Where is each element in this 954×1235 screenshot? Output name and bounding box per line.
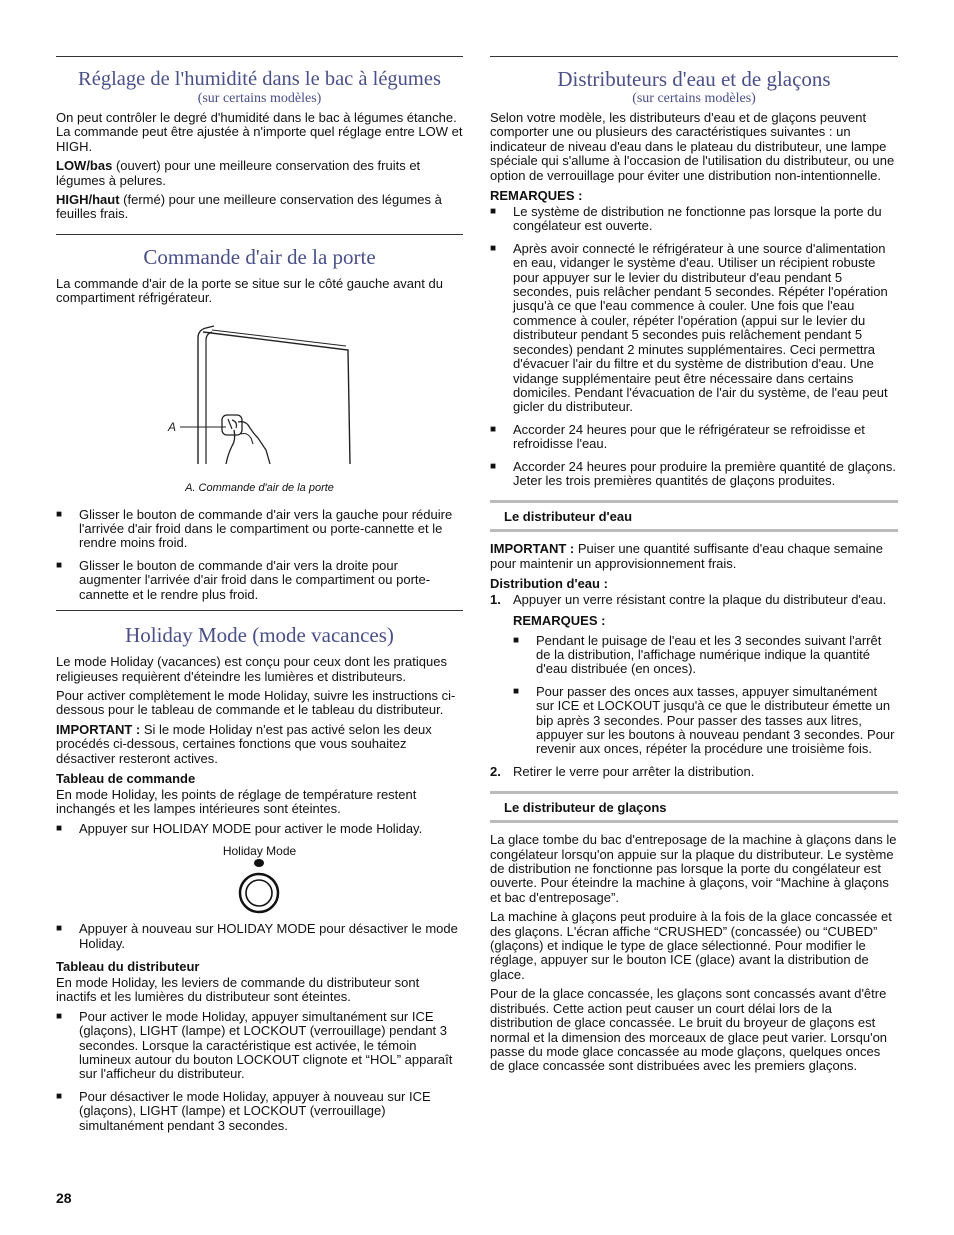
list-item: 2. Retirer le verre pour arrêter la distribution. xyxy=(490,763,755,779)
dispensers-intro: Selon votre modèle, les distributeurs d'eau et de glaçons peuvent comporter une ou plusieurs des caractéristiques suivantes : un indicateur de niveau d'eau dans le plateau du distributeur, une lampe spéciale qui s'allume à l'occasion de l'utilisation du distributeur, ou une option de verrouillage pour éviter une distribution non-intentionnelle. xyxy=(490,110,895,183)
ice-p3: Pour de la glace concassée, les glaçons sont concassés avant d'être distribués. Cette action peut causer un court délai lors de la distribution de glace concassée. Le bruit du broyeur de glaçons est normal et la dimension des morceaux de glace peut varier. Lorsqu'on passe du mode glace concassée au mode glaçons, quelques onces de glace concassée sont distribuées avec les premiers glaçons. xyxy=(490,986,888,1074)
holiday-title: Holiday Mode (mode vacances) xyxy=(125,623,394,648)
control-panel-text: En mode Holiday, les points de réglage de température restent inchangés et les lampes intérieures sont éteintes. xyxy=(56,786,417,817)
page-number: 28 xyxy=(56,1190,72,1206)
humidity-subtitle: (sur certains modèles) xyxy=(197,91,322,106)
right-column xyxy=(490,56,898,1079)
water-notes-list xyxy=(513,634,898,757)
water-important: IMPORTANT : Puiser une quantité suffisante d'eau chaque semaine pour maintenir un approvisionnement frais. xyxy=(490,541,883,571)
dispenser-panel-text: En mode Holiday, les leviers de commande du distributeur sont inactifs et les lumières du distributeur sont éteintes. xyxy=(56,974,420,1005)
ice-p1: La glace tombe du bac d'entreposage de la machine à glaçons dans le congélateur lorsqu'on appuie sur la plaque du distributeur. Le système de distribution ne fonctionne pas lorsque la porte du congélateur est ouverte. Pour éteindre la machine à glaçons, voir “Machine à glaçons et bac d'entreposage”. xyxy=(490,832,897,905)
list-item: ■ Accorder 24 heures pour produire la première quantité de glaçons. Jeter les trois premières quantités de glaçons produites. xyxy=(490,460,898,489)
dispensers-subtitle: (sur certains modèles) xyxy=(632,91,756,106)
holiday-mode-button-illustration xyxy=(56,858,463,922)
dispensers-title: Distributeurs d'eau et de glaçons xyxy=(557,67,831,91)
list-item: ■ Après avoir connecté le réfrigérateur à une source d'alimentation en eau, vidanger le système d'eau. Utiliser un récipient robuste pour appuyer sur le levier du distributeur d'eau pendant 5 secondes, puis relâcher pendant 5 secondes. Répéter l'opération jusqu'à ce que l'eau commence à couler. Une fois que l'eau commence à couler, répéter l'opération (appui sur le levier du distributeur pendant 5 secondes puis relâchement pendant 5 secondes) pendant 2 minutes supplémentaires. Ceci permettra d'évacuer l'air du filtre et du système de distribution d'eau. Une vidange supplémentaire peut être nécessaire dans certains domiciles. Pendant l'évacuation de l'air du système, de l'eau peut gicler du distributeur. xyxy=(490,242,898,415)
dispensers-notes-list xyxy=(490,205,898,488)
holiday-list-2 xyxy=(56,922,463,951)
water-dispensing-heading: Distribution d'eau : xyxy=(490,576,608,592)
refrigerator-door-drawing xyxy=(56,312,463,482)
door-air-list xyxy=(56,508,463,602)
door-air-intro: La commande d'air de la porte se situe sur le côté gauche avant du compartiment réfrigérateur. xyxy=(56,275,443,306)
holiday-list-1 xyxy=(56,822,463,836)
humidity-low: LOW/bas (ouvert) pour une meilleure conservation des fruits et légumes à pelures. xyxy=(56,158,421,188)
holiday-important: IMPORTANT : Si le mode Holiday n'est pas activé selon les deux procédés ci-dessous, certaines fonctions que vous souhaitez désactiver resteront actives. xyxy=(56,721,432,766)
humidity-title: Réglage de l'humidité dans le bac à légumes xyxy=(78,68,441,90)
holiday-mode-label: Holiday Mode xyxy=(222,844,297,859)
water-steps xyxy=(490,593,898,779)
ice-p2: La machine à glaçons peut produire à la fois de la glace concassée et des glaçons. L'écran affiche “CRUSHED” (concassée) ou “CUBED” (glaçons) et indique le type de glace sélectionné. Pour modifier le réglage, appuyer sur le bouton ICE (glace) avant la distribution de glace. xyxy=(490,909,892,982)
holiday-button-icon xyxy=(56,858,463,922)
list-item: ■ Appuyer sur HOLIDAY MODE pour activer le mode Holiday. xyxy=(56,822,463,836)
list-item: ■ Pendant le puisage de l'eau et les 3 secondes suivant l'arrêt de la distribution, l'affichage numérique indique la quantité d'eau distribuée (en onces). xyxy=(513,634,898,677)
list-item: ■ Le système de distribution ne fonctionne pas lorsque la porte du congélateur est ouverte. xyxy=(490,205,898,234)
holiday-dispenser-list xyxy=(56,1010,463,1133)
section-divider xyxy=(56,610,463,611)
humidity-high: HIGH/haut (fermé) pour une meilleure conservation des légumes à feuilles frais. xyxy=(56,192,442,222)
remarques-heading: REMARQUES : xyxy=(513,612,606,628)
list-item: 1. Appuyer un verre résistant contre la plaque du distributeur d'eau. REMARQUES : ■ Pendant le puisage de l'eau et les 3 secondes suivant l'arrêt de la distribution, l'affichage numérique indique la quantité d'eau distribuée (en onces). ■ Pour passer des onces aux tasses, appuyer simultanément sur ICE et LOCKOUT jusqu'à ce que le distributeur émette un bip après 3 secondes. Pour passer des tasses aux litres, appuyer sur les boutons à nouveau pendant 3 secondes. Pour revenir aux onces, répéter la procédure une troisième fois. xyxy=(490,593,898,757)
ice-dispenser-heading: Le distributeur de glaçons xyxy=(490,791,898,823)
list-item: ■ Appuyer à nouveau sur HOLIDAY MODE pour désactiver le mode Holiday. xyxy=(56,922,463,951)
fig-callout-a: A xyxy=(168,419,177,434)
list-item: ■ Glisser le bouton de commande d'air vers la gauche pour réduire l'arrivée d'air froid dans le compartiment ou porte-cannette et le rendre moins froid. xyxy=(56,508,463,551)
door-air-illustration xyxy=(56,312,463,482)
figure-caption: A. Commande d'air de la porte xyxy=(185,481,334,494)
list-item: ■ Pour activer le mode Holiday, appuyer simultanément sur ICE (glaçons), LIGHT (lampe) et LOCKOUT (verrouillage) pendant 3 secondes. Lorsque la caractéristique est activée, le témoin lumineux autour du bouton LOCKOUT clignote et “HOL” apparaît sur l'afficheur du distributeur. xyxy=(56,1010,463,1082)
section-divider xyxy=(490,56,898,57)
section-divider xyxy=(56,234,463,235)
water-dispenser-heading: Le distributeur d'eau xyxy=(490,500,898,532)
section-divider xyxy=(56,56,463,57)
list-item: ■ Accorder 24 heures pour que le réfrigérateur se refroidisse et refroidisse l'eau. xyxy=(490,423,898,452)
list-item: ■ Pour passer des onces aux tasses, appuyer simultanément sur ICE et LOCKOUT jusqu'à ce que le distributeur émette un bip après 3 secondes. Pour passer des tasses aux litres, appuyer sur les boutons à nouveau pendant 3 secondes. Pour revenir aux onces, répéter la procédure une troisième fois. xyxy=(513,685,898,757)
control-panel-heading: Tableau de commande xyxy=(56,770,196,786)
humidity-intro: On peut contrôler le degré d'humidité dans le bac à légumes étanche. La commande peut être ajustée à n'importe quel réglage entre LOW et HIGH. xyxy=(56,110,463,154)
holiday-p2: Pour activer complètement le mode Holiday, suivre les instructions ci-dessous pour le tableau de commande et le tableau du distributeur. xyxy=(56,687,456,718)
list-item: ■ Glisser le bouton de commande d'air vers la droite pour augmenter l'arrivée d'air froid dans le compartiment ou porte-cannette et le rendre plus froid. xyxy=(56,559,463,602)
dispenser-panel-heading: Tableau du distributeur xyxy=(56,958,200,974)
door-air-title: Commande d'air de la porte xyxy=(143,244,376,269)
list-item: ■ Pour désactiver le mode Holiday, appuyer à nouveau sur ICE (glaçons), LIGHT (lampe) et LOCKOUT (verrouillage) simultanément pendant 3 secondes. xyxy=(56,1090,463,1133)
remarques-heading: REMARQUES : xyxy=(490,188,583,204)
holiday-p1: Le mode Holiday (vacances) est conçu pour ceux dont les pratiques religieuses requièrent d'éteindre les lumières et distributeurs. xyxy=(56,654,447,684)
left-column xyxy=(56,56,463,1141)
